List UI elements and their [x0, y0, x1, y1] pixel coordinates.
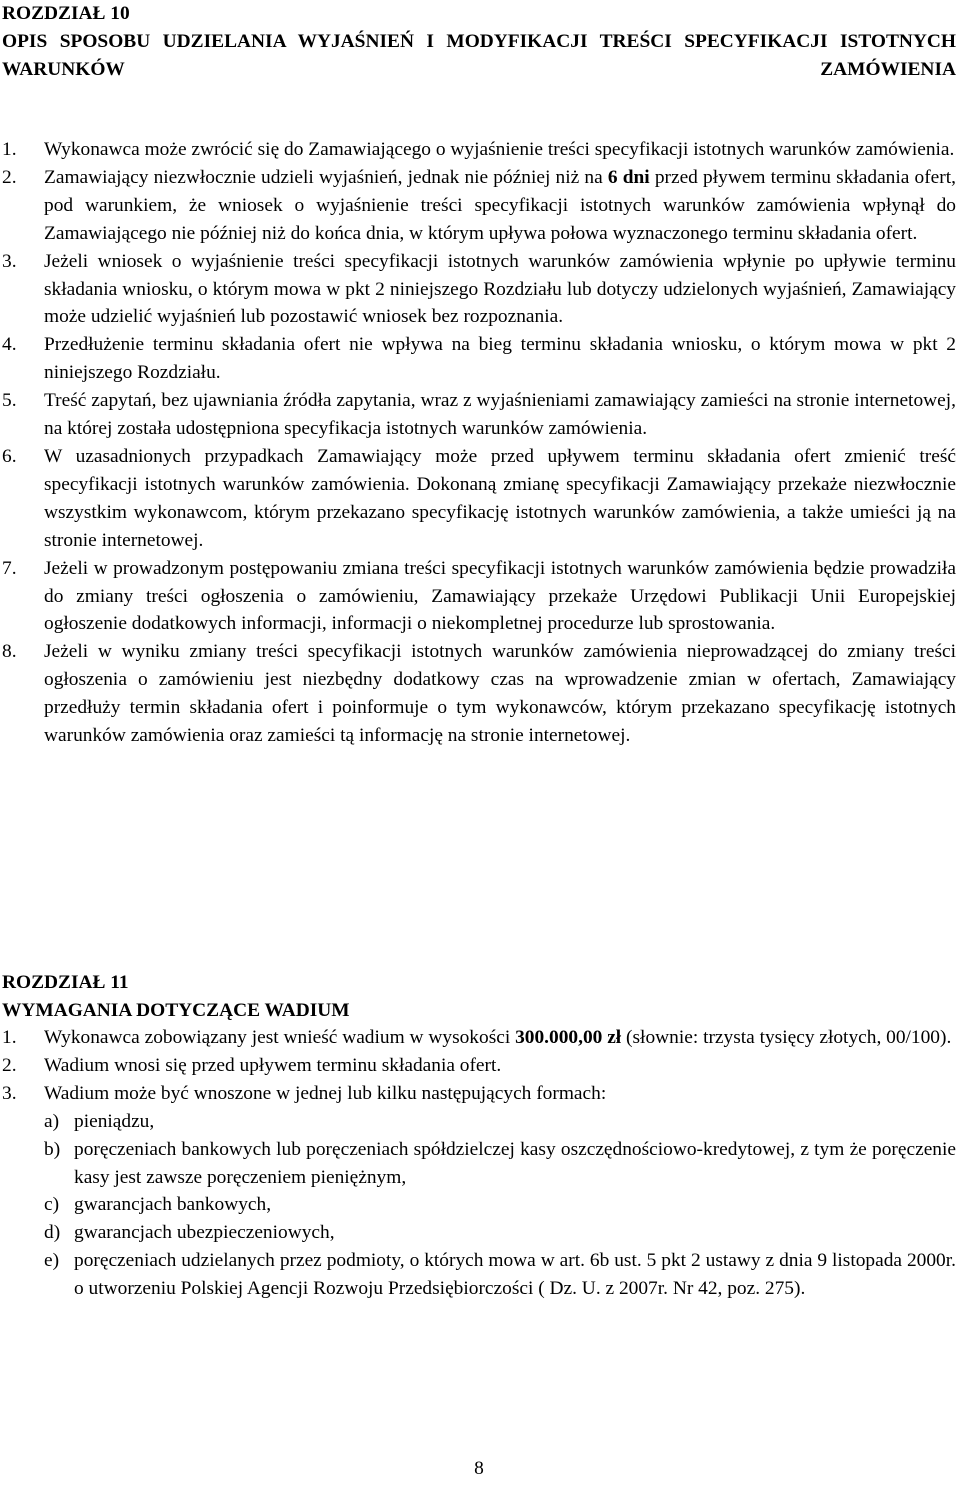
wadium-amount: 300.000,00 zł	[515, 1027, 622, 1048]
list-item	[2, 443, 956, 555]
sub-list-item	[44, 1219, 956, 1247]
item-number: 8.	[2, 641, 17, 663]
item-text-continued: (słownie: trzysta tysięcy złotych, 00/100).	[621, 1027, 952, 1048]
list-item	[2, 248, 956, 332]
list-item	[2, 1024, 956, 1052]
sub-item-text: gwarancjach ubezpieczeniowych,	[74, 1222, 335, 1244]
sub-item-letter: c)	[44, 1194, 60, 1216]
chapter-10-subtitle: OPIS SPOSOBU UDZIELANIA WYJAŚNIEŃ I MODYFIKACJI TREŚCI SPECYFIKACJI ISTOTNYCH WARUNKÓW ZAMÓWIENIA	[2, 31, 956, 80]
item-text: Wykonawca zobowiązany jest wnieść wadium w wysokości	[44, 1027, 516, 1048]
item-text: W uzasadnionych przypadkach Zamawiający może przed upływem terminu składania ofert zmienić treść specyfikacji istotnych warunków zamówienia. Dokonaną zmianę specyfikacji Zamawiający przekaże niezwłocznie wszystkim wykonawcom, którym przekazano specyfikację istotnych warunków zamówienia, a także umieści ją na stronie internetowej.	[44, 445, 956, 551]
list-item	[2, 1080, 956, 1303]
item-number: 2.	[2, 1054, 17, 1076]
sub-item-text: poręczeniach udzielanych przez podmioty, o których mowa w art. 6b ust. 5 pkt 2 ustawy z dnia 9 listopada 2000r. o utworzeniu Polskiej Agencji Rozwoju Przedsiębiorczości ( Dz. U. z 2007r. Nr 42, poz. 275).	[74, 1250, 956, 1300]
item-text: Zamawiający niezwłocznie udzieli wyjaśnień, jednak nie później niż na	[44, 166, 608, 188]
item-number: 2.	[2, 166, 17, 188]
sub-item-text: poręczeniach bankowych lub poręczeniach spółdzielczej kasy oszczędnościowo-kredytowej, z tym że poręczenie kasy jest zawsze poręczeniem pieniężnym,	[74, 1138, 956, 1188]
list-item	[2, 331, 956, 387]
item-text: Jeżeli w wyniku zmiany treści specyfikacji istotnych warunków zamówienia nieprowadzącej do zmiany treści ogłoszenia o zamówieniu jest niezbędny dodatkowy czas na wprowadzenie zmian w ofertach, Zamawiający przedłuży termin składania ofert i poinformuje o tym wykonawców, którym przekazano specyfikację istotnych warunków zamówienia oraz zamieści tą informację na stronie internetowej.	[44, 641, 956, 747]
item-text-continued: przed pływem terminu składania ofert, pod warunkiem, że wniosek o wyjaśnienie treści specyfikacji istotnych warunków zamówienia wpłynął do Zamawiającego nie później niż do końca dnia, w którym upływa połowa wyznaczonego terminu składania ofert.	[44, 166, 956, 244]
sub-item-letter: e)	[44, 1250, 60, 1272]
list-item	[2, 555, 956, 639]
list-item	[2, 387, 956, 443]
sub-list-item	[44, 1108, 956, 1136]
list-item	[2, 136, 956, 164]
chapter-10-heading	[2, 0, 956, 84]
item-number: 1.	[2, 1027, 17, 1048]
chapter-10-list	[2, 136, 956, 750]
list-item	[2, 638, 956, 750]
chapter-10-title: ROZDZIAŁ 10	[2, 3, 130, 24]
sub-item-text: pieniądzu,	[74, 1110, 155, 1132]
list-item	[2, 164, 956, 248]
chapter-11-title: ROZDZIAŁ 11	[2, 972, 129, 993]
item-text: Treść zapytań, bez ujawniania źródła zapytania, wraz z wyjaśnieniami zamawiający zamieści na stronie internetowej, na której została udostępniona specyfikacja istotnych warunków zamówienia.	[44, 390, 956, 440]
sub-list-item	[44, 1191, 956, 1219]
sub-item-letter: d)	[44, 1222, 61, 1244]
item-text: Wadium wnosi się przed upływem terminu składania ofert.	[44, 1054, 502, 1076]
deadline-days: 6 dni	[607, 166, 650, 188]
sub-list-item	[44, 1247, 956, 1303]
item-number: 7.	[2, 557, 17, 579]
item-text: Wykonawca może zwrócić się do Zamawiającego o wyjaśnienie treści specyfikacji istotnych warunków zamówienia.	[44, 139, 955, 160]
chapter-11-list	[2, 1024, 956, 1303]
chapter-11-heading	[2, 969, 956, 1025]
item-text: Jeżeli w prowadzonym postępowaniu zmiana treści specyfikacji istotnych warunków zamówienia będzie prowadziła do zmiany treści ogłoszenia o zamówieniu, Zamawiający przekaże Urzędowi Publikacji Unii Europejskiej ogłoszenie dodatkowych informacji, informacji o niekompletnej procedurze lub sprostowania.	[44, 557, 956, 635]
sub-item-text: gwarancjach bankowych,	[74, 1194, 272, 1216]
item-number: 5.	[2, 390, 17, 412]
item-number: 6.	[2, 445, 17, 467]
sub-list-item	[44, 1136, 956, 1192]
chapter-11-subtitle: WYMAGANIA DOTYCZĄCE WADIUM	[2, 1000, 350, 1021]
list-item	[2, 1052, 956, 1080]
item-number: 3.	[2, 1082, 17, 1104]
item-number: 3.	[2, 250, 17, 272]
sub-item-letter: a)	[44, 1110, 60, 1132]
item-text: Wadium może być wnoszone w jednej lub kilku następujących formach:	[44, 1082, 607, 1104]
item-number: 4.	[2, 334, 17, 356]
item-text: Jeżeli wniosek o wyjaśnienie treści specyfikacji istotnych warunków zamówienia wpłynie po upływie terminu składania wniosku, o którym mowa w pkt 2 niniejszego Rozdziału lub dotyczy udzielonych wyjaśnień, Zamawiający może udzielić wyjaśnień lub pozostawić wniosek bez rozpoznania.	[44, 250, 956, 328]
page-number: 8	[474, 1458, 484, 1479]
item-number: 1.	[2, 139, 17, 160]
sub-item-letter: b)	[44, 1138, 61, 1160]
item-text: Przedłużenie terminu składania ofert nie wpływa na bieg terminu składania wniosku, o którym mowa w pkt 2 niniejszego Rozdziału.	[44, 334, 956, 384]
wadium-forms-list	[44, 1108, 956, 1303]
